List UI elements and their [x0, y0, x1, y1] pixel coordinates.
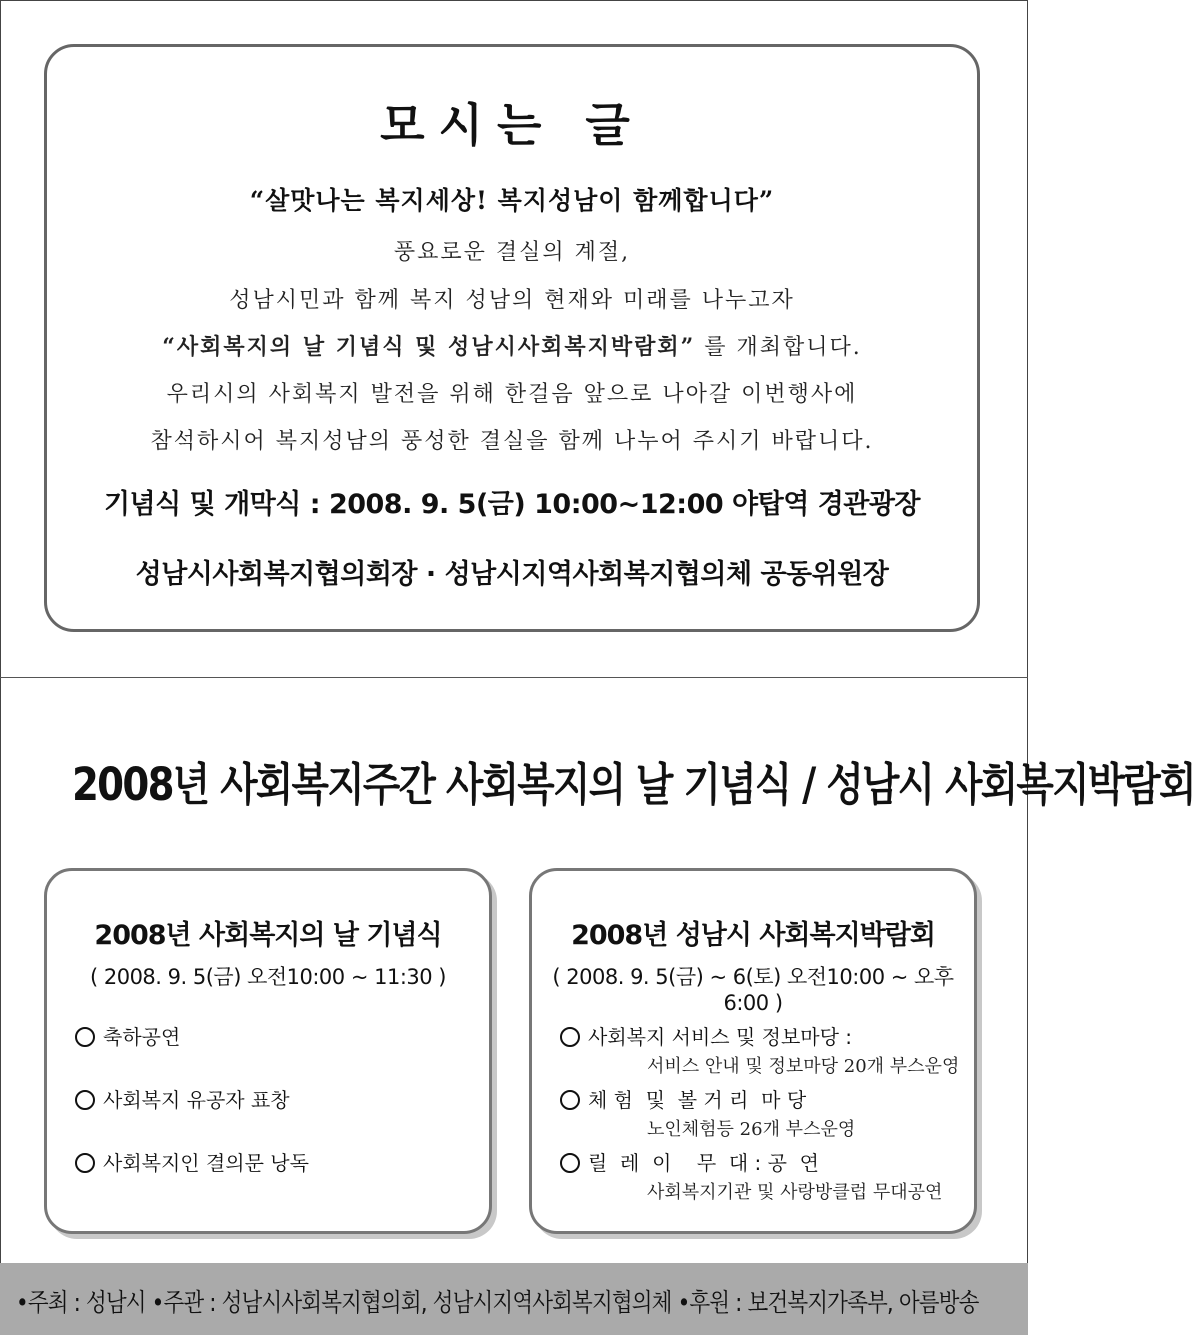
invitation-line: 풍요로운 결실의 계절, — [393, 240, 631, 265]
invitation-card — [44, 44, 980, 632]
ceremony-item — [75, 1021, 180, 1050]
fair-item-detail: 사회복지기관 및 사랑방클럽 무대공연 — [647, 1182, 943, 1203]
invitation-line: 우리시의 사회복지 발전을 위해 한걸음 앞으로 나아갈 이번행사에 — [166, 382, 858, 407]
footer-credits: •주최 : 성남시 •주관 : 성남시사회복지협의회, 성남시지역사회복지협의체 •후원 : 보건복지가족부, 아름방송 — [16, 1288, 979, 1317]
invitation-slogan: “살맛나는 복지세상! 복지성남이 함께합니다” — [249, 186, 775, 215]
ceremony-date: ( 2008. 9. 5(금) 오전10:00 ~ 11:30 ) — [89, 965, 446, 989]
footer-bar — [0, 1263, 1028, 1335]
section-divider — [0, 677, 1028, 678]
invitation-line: 성남시민과 함께 복지 성남의 현재와 미래를 나누고자 — [229, 288, 795, 313]
ceremony-item-label: 축하공연 — [103, 1025, 181, 1049]
event-name-emphasis: “사회복지의 날 기념식 및 성남시사회복지박람회” — [162, 334, 696, 360]
fair-item-detail: 서비스 안내 및 정보마당 20개 부스운영 — [647, 1056, 960, 1077]
main-heading: 2008년 사회복지주간 사회복지의 날 기념식 / 성남시 사회복지박람회 — [71, 758, 1195, 811]
circle-bullet-icon — [560, 1153, 580, 1173]
ceremony-box — [44, 868, 492, 1234]
ceremony-item-label: 사회복지인 결의문 낭독 — [103, 1151, 309, 1175]
fair-item — [560, 1147, 819, 1176]
fair-item — [560, 1084, 806, 1113]
invitation-line — [47, 330, 977, 361]
circle-bullet-icon — [75, 1153, 95, 1173]
fair-date: ( 2008. 9. 5(금) ~ 6(토) 오전10:00 ~ 오후6:00 ) — [552, 965, 954, 1015]
circle-bullet-icon — [75, 1027, 95, 1047]
fair-item-label: 사회복지 서비스 및 정보마당 : — [588, 1025, 853, 1049]
fair-item-detail: 노인체험등 26개 부스운영 — [647, 1119, 856, 1140]
invitation-line-tail: 를 개최합니다. — [695, 335, 862, 360]
fair-item-label: 릴 레 이 무 대 : 공 연 — [588, 1151, 819, 1175]
circle-bullet-icon — [560, 1090, 580, 1110]
fair-title: 2008년 성남시 사회복지박람회 — [571, 920, 935, 951]
fair-item-label: 체 험 및 볼 거 리 마 당 — [588, 1088, 807, 1112]
ceremony-item-label: 사회복지 유공자 표창 — [103, 1088, 290, 1112]
circle-bullet-icon — [75, 1090, 95, 1110]
ceremony-item — [75, 1084, 290, 1113]
ceremony-title: 2008년 사회복지의 날 기념식 — [94, 920, 442, 951]
host-signature: 성남시사회복지협의회장 · 성남시지역사회복지협의체 공동위원장 — [135, 559, 889, 590]
ceremony-item — [75, 1147, 309, 1176]
fair-item — [560, 1021, 852, 1050]
circle-bullet-icon — [560, 1027, 580, 1047]
event-schedule: 기념식 및 개막식 : 2008. 9. 5(금) 10:00~12:00 야탑역 경관광장 — [103, 489, 921, 520]
fair-box — [529, 868, 977, 1234]
invitation-line: 참석하시어 복지성남의 풍성한 결실을 함께 나누어 주시기 바랍니다. — [150, 429, 874, 454]
invitation-title: 모시는 글 — [380, 98, 644, 152]
